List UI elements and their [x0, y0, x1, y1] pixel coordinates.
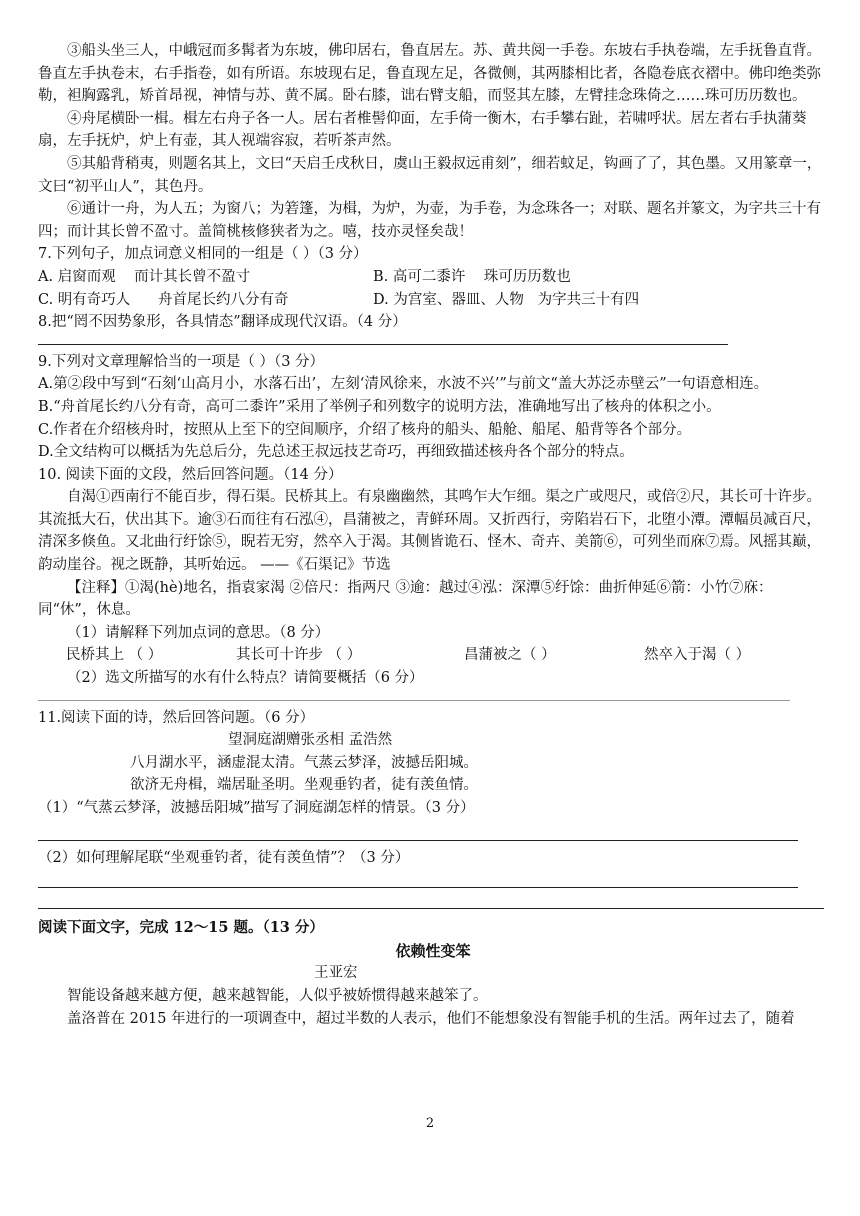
- q7-option-a-label: A. 启窗而观: [38, 268, 116, 285]
- page-number: 2: [425, 1116, 435, 1131]
- q11-answer-line-1[interactable]: [38, 840, 798, 841]
- q10-passage: 自渴①西南行不能百步，得石渠。民桥其上。有泉幽幽然，其鸣乍大乍细。渠之广或咫尺，或倍②尺，其长可十许步。其流抵大石，伏出其下。逾③石而往有石泓④，昌蒲被之，青鲜环周。又折西行，旁陷岩石下，北堕小潭。潭幅员减百尺，清深多倏鱼。又北曲行纡馀⑤，睨若无穷，然卒入于渴。其侧皆诡石、怪木、奇卉、美箭⑥，可列坐而庥⑦焉。风摇其巅，韵动崖谷。视之既静，其听始远。 ——《石渠记》节选: [38, 489, 821, 574]
- q7-option-d-label: D. 为宫室、器皿、人物: [373, 291, 524, 308]
- q11-sub-question-1: （1）“气蒸云梦泽，波撼岳阳城”描写了洞庭湖怎样的情景。（3 分）: [38, 800, 475, 816]
- question-10-stem: 10. 阅读下面的文段，然后回答问题。（14 分）: [38, 466, 343, 483]
- q10-sub-question-1: （1）请解释下列加点词的意思。（8 分）: [67, 624, 330, 641]
- q7-option-c-label: C. 明有奇巧人: [38, 291, 131, 308]
- q7-option-d-second: 为字共三十有四: [537, 291, 640, 308]
- passage-paragraph-6: ⑥通计一舟，为人五；为窗八；为箬篷，为楫，为炉，为壶，为手卷，为念珠各一；对联、题名并篆文，为字共三十有四；而计其长曾不盈寸。盖简桃核修狭者为之。嘻，技亦灵怪矣哉！: [38, 201, 821, 240]
- poem-line-1: 八月湖水平，涵虚混太清。气蒸云梦泽，波撼岳阳城。: [130, 754, 478, 771]
- q10-blank-3[interactable]: 昌蒲被之（ ）: [464, 647, 556, 664]
- q10-blank-2[interactable]: 其长可十许步 （ ）: [236, 647, 362, 664]
- q7-option-b-second: 珠可历历数也: [483, 268, 571, 285]
- question-11-stem: 11.阅读下面的诗，然后回答问题。（6 分）: [38, 709, 315, 726]
- q9-option-d: D.全文结构可以概括为先总后分，先总述王叔远技艺奇巧，再细致描述核舟各个部分的特点。: [38, 444, 634, 461]
- q10-blank-1[interactable]: 民桥其上 （ ）: [66, 647, 163, 664]
- q7-option-c-second: 舟首尾长约八分有奇: [157, 291, 289, 308]
- poem-line-2: 欲济无舟楫，端居耻圣明。坐观垂钓者，徒有羡鱼情。: [130, 777, 478, 794]
- passage-paragraph-3: ③船头坐三人，中峨冠而多髯者为东坡，佛印居右，鲁直居左。苏、黄共阅一手卷。东坡右手执卷端，左手抚鲁直背。鲁直左手执卷末，右手指卷，如有所语。东坡现右足，鲁直现左足，各微侧，其两膝相比者，各隐卷底衣褶中。佛印绝类弥勒，袒胸露乳，矫首昂视，神情与苏、黄不属。卧右膝，诎右臂支船，而竖其左膝，左臂挂念珠倚之……珠可历历数也。: [38, 43, 821, 105]
- question-7-options-cd: [38, 289, 828, 312]
- q10-answer-line[interactable]: [38, 700, 790, 701]
- section-heading: 阅读下面文字，完成 12～15 题。（13 分）: [38, 919, 324, 937]
- section-divider: [38, 908, 824, 909]
- question-7-options-ab: [38, 266, 828, 289]
- q7-option-a-second: 而计其长曾不盈寸: [134, 268, 251, 285]
- question-9-stem: 9.下列对文章理解恰当的一项是（ ）（3 分）: [38, 353, 325, 370]
- q9-option-a: A.第②段中写到“石刻‘山高月小，水落石出’，左刻‘清风徐来，水波不兴’”与前文“盖大苏泛赤壁云”一句语意相连。: [38, 376, 769, 393]
- article-paragraph-2: 盖洛普在 2015 年进行的一项调查中，超过半数的人表示，他们不能想象没有智能手机的生活。两年过去了，随着: [67, 1010, 795, 1027]
- q11-sub-question-2: （2）如何理解尾联“坐观垂钓者，徒有羡鱼情”？（3 分）: [38, 849, 410, 866]
- passage-paragraph-4: ④舟尾横卧一楫。楫左右舟子各一人。居右者椎髻仰面，左手倚一衡木，右手攀右趾，若啸呼状。居左者右手执蒲葵扇，左手抚炉，炉上有壶，其人视端容寂，若听茶声然。: [38, 110, 807, 150]
- q7-option-d: [373, 289, 639, 312]
- q7-option-b: [373, 266, 571, 289]
- q9-option-b: B.“舟首尾长约八分有奇，高可二黍许”采用了举例子和列数字的说明方法，准确地写出了核舟的体积之小。: [38, 398, 721, 415]
- passage-paragraph-5: ⑤其船背稍夷，则题名其上，文曰“天启壬戌秋日，虞山王毅叔远甫刻”，细若蚊足，钩画了了，其色墨。又用篆章一，文曰“初平山人”，其色丹。: [38, 155, 822, 195]
- q11-answer-line-2[interactable]: [38, 887, 798, 888]
- article-paragraph-1: 智能设备越来越方便，越来越智能，人似乎被娇惯得越来越笨了。: [67, 987, 488, 1004]
- question-7-stem: 7.下列句子，加点词意义相同的一组是（ ）（3 分）: [38, 246, 368, 263]
- q8-answer-line[interactable]: [38, 344, 728, 345]
- exam-page: [38, 40, 828, 1030]
- q10-sub-question-2: （2）选文所描写的水有什么特点？请简要概括（6 分）: [67, 670, 424, 687]
- q10-blank-4[interactable]: 然卒入于渴（ ）: [644, 647, 751, 664]
- q7-option-a: [38, 266, 373, 289]
- q10-blanks-row: [38, 644, 828, 667]
- q9-option-c: C.作者在介绍核舟时，按照从上至下的空间顺序，介绍了核舟的船头、船舱、船尾、船背等各个部分。: [38, 421, 692, 438]
- article-title: 依赖性变笨: [395, 941, 471, 960]
- q7-option-b-label: B. 高可二黍许: [373, 268, 466, 285]
- q10-notes: 【注释】①渴(hè)地名，指袁家渴 ②倍尺：指两尺 ③逾：越过④泓：深潭⑤纡馀：曲折伸延⑥箭：小竹⑦庥：同“休”，休息。: [38, 579, 773, 619]
- article-author: 王亚宏: [314, 965, 358, 982]
- question-8-stem: 8.把“罔不因势象形，各具情态”翻译成现代汉语。（4 分）: [38, 314, 407, 331]
- poem-title: 望洞庭湖赠张丞相 孟浩然: [228, 732, 393, 749]
- q7-option-c: [38, 289, 373, 312]
